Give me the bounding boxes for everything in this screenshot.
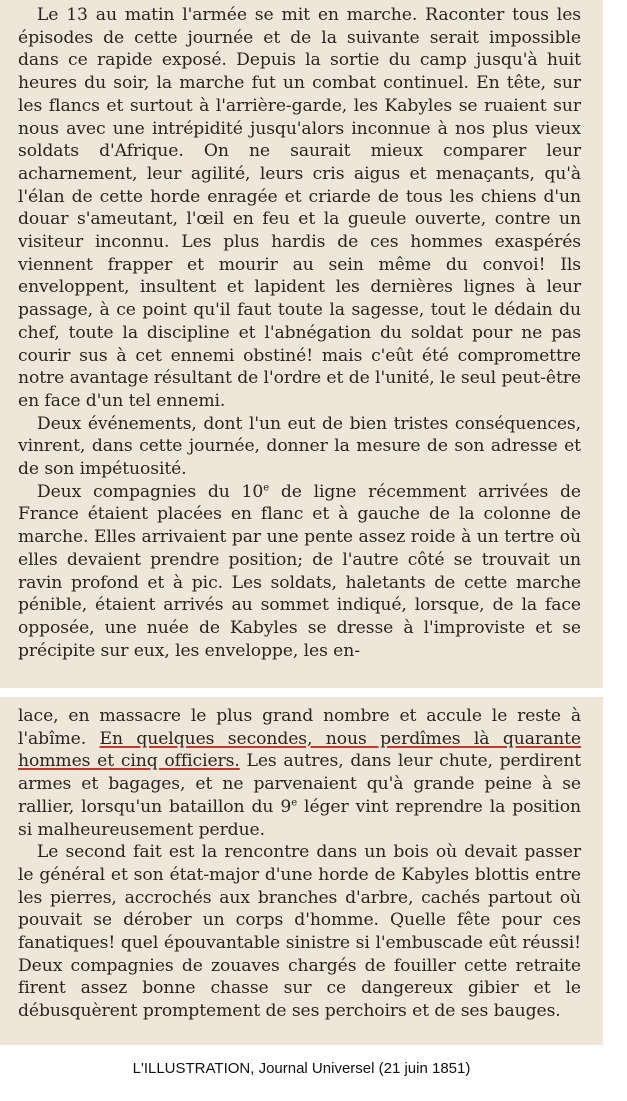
superscript: e [291,797,298,809]
text-fragment: Deux compagnies du 10 [36,481,264,502]
paragraph-army-march: Le 13 au matin l'armée se mit en marche. Raconter tous les épisodes de cette journée et de la suivante serait impossible dans ce rapide exposé. Depuis la sortie du camp jusqu'à huit heures du soir, la marche fut un combat continuel. En tête, sur les flancs et surtout à l'arrière-garde, les Kabyles se ruaient sur nous avec une intrépidité jusqu'alors inconnue à nos plus vieux soldats d'Afrique. On ne saurait mieux comparer leur acharnement, leur agilité, leurs cris aigus et menaçants, qu'à l'élan de cette horde enragée et criarde de tous les chiens d'un douar s'ameutant, l'œil en feu et la gueule ouverte, contre un visiteur inconnu. Les plus hardis de ces hommes exaspérés viennent frapper et mourir au sein même du convoi! Ils enveloppent, insultent et lapident les dernières lignes à leur passage, à ce point qu'il faut toute la sagesse, tout le dédain du chef, toute la discipline et l'abnégation du soldat pour ne pas courir sus à cet ennemi obstiné! mais c'eût été compromettre notre avantage résultant de l'ordre et de l'unité, le seul peut-être en face d'un tel ennemi. [18,5,581,411]
paragraph-massacre [18,705,581,841]
text-fragment: de ligne récemment arrivées de France étaient placées en flanc et à gauche de la colonne de marche. Elles arrivaient par une pente assez roide à un tertre où elles devaient prendre position; de l'autre côté se trouvait un ravin profond et à pic. Les soldats, haletants de cette marche pénible, étaient arrivés au sommet indiqué, lorsque, de la face opposée, une nuée de Kabyles se dresse à l'improviste et se précipite sur eux, les enveloppe, les en- [18,481,582,661]
paragraph-second-event: Le second fait est la rencontre dans un bois où devait passer le général et son état-major d'une horde de Kabyles blottis entre les pierres, accrochés aux branches d'arbre, cachés partout où pouvait se dérober un corps d'homme. Quelle fête pour ces fanatiques! quel épouvantable sinistre si l'embuscade eût réussi! Deux compagnies de zouaves chargés de fouiller cette retraite firent assez bonne chasse sur ce dangereux gibier et le débusquèrent promptement de ses perchoirs et de ses bauges. [18,842,581,1022]
text-fragment: léger vint reprendre la position si malheureusement perdue. [18,796,581,840]
superscript: e [263,482,270,494]
underlined-sentence: En quelques secondes, nous perdîmes là quarante hommes et cinq officiers. [18,728,582,772]
paragraph-two-events: Deux événements, dont l'un eut de bien tristes conséquences, vinrent, dans cette journée, donner la mesure de son adresse et de son impétuosité. [18,413,581,480]
paragraph-two-companies [18,481,581,663]
text-fragment: lace, en massacre le plus grand nombre et accule le reste à l'abîme. [18,706,581,749]
article-clipping-bottom [0,697,603,1045]
source-caption: L'ILLUSTRATION, Journal Universel (21 juin 1851) [132,1060,471,1077]
text-fragment: Les autres, dans leur chute, perdirent armes et bagages, et ne parvenaient qu'à grande peine à se rallier, lorsqu'un bataillon du 9 [18,751,582,817]
